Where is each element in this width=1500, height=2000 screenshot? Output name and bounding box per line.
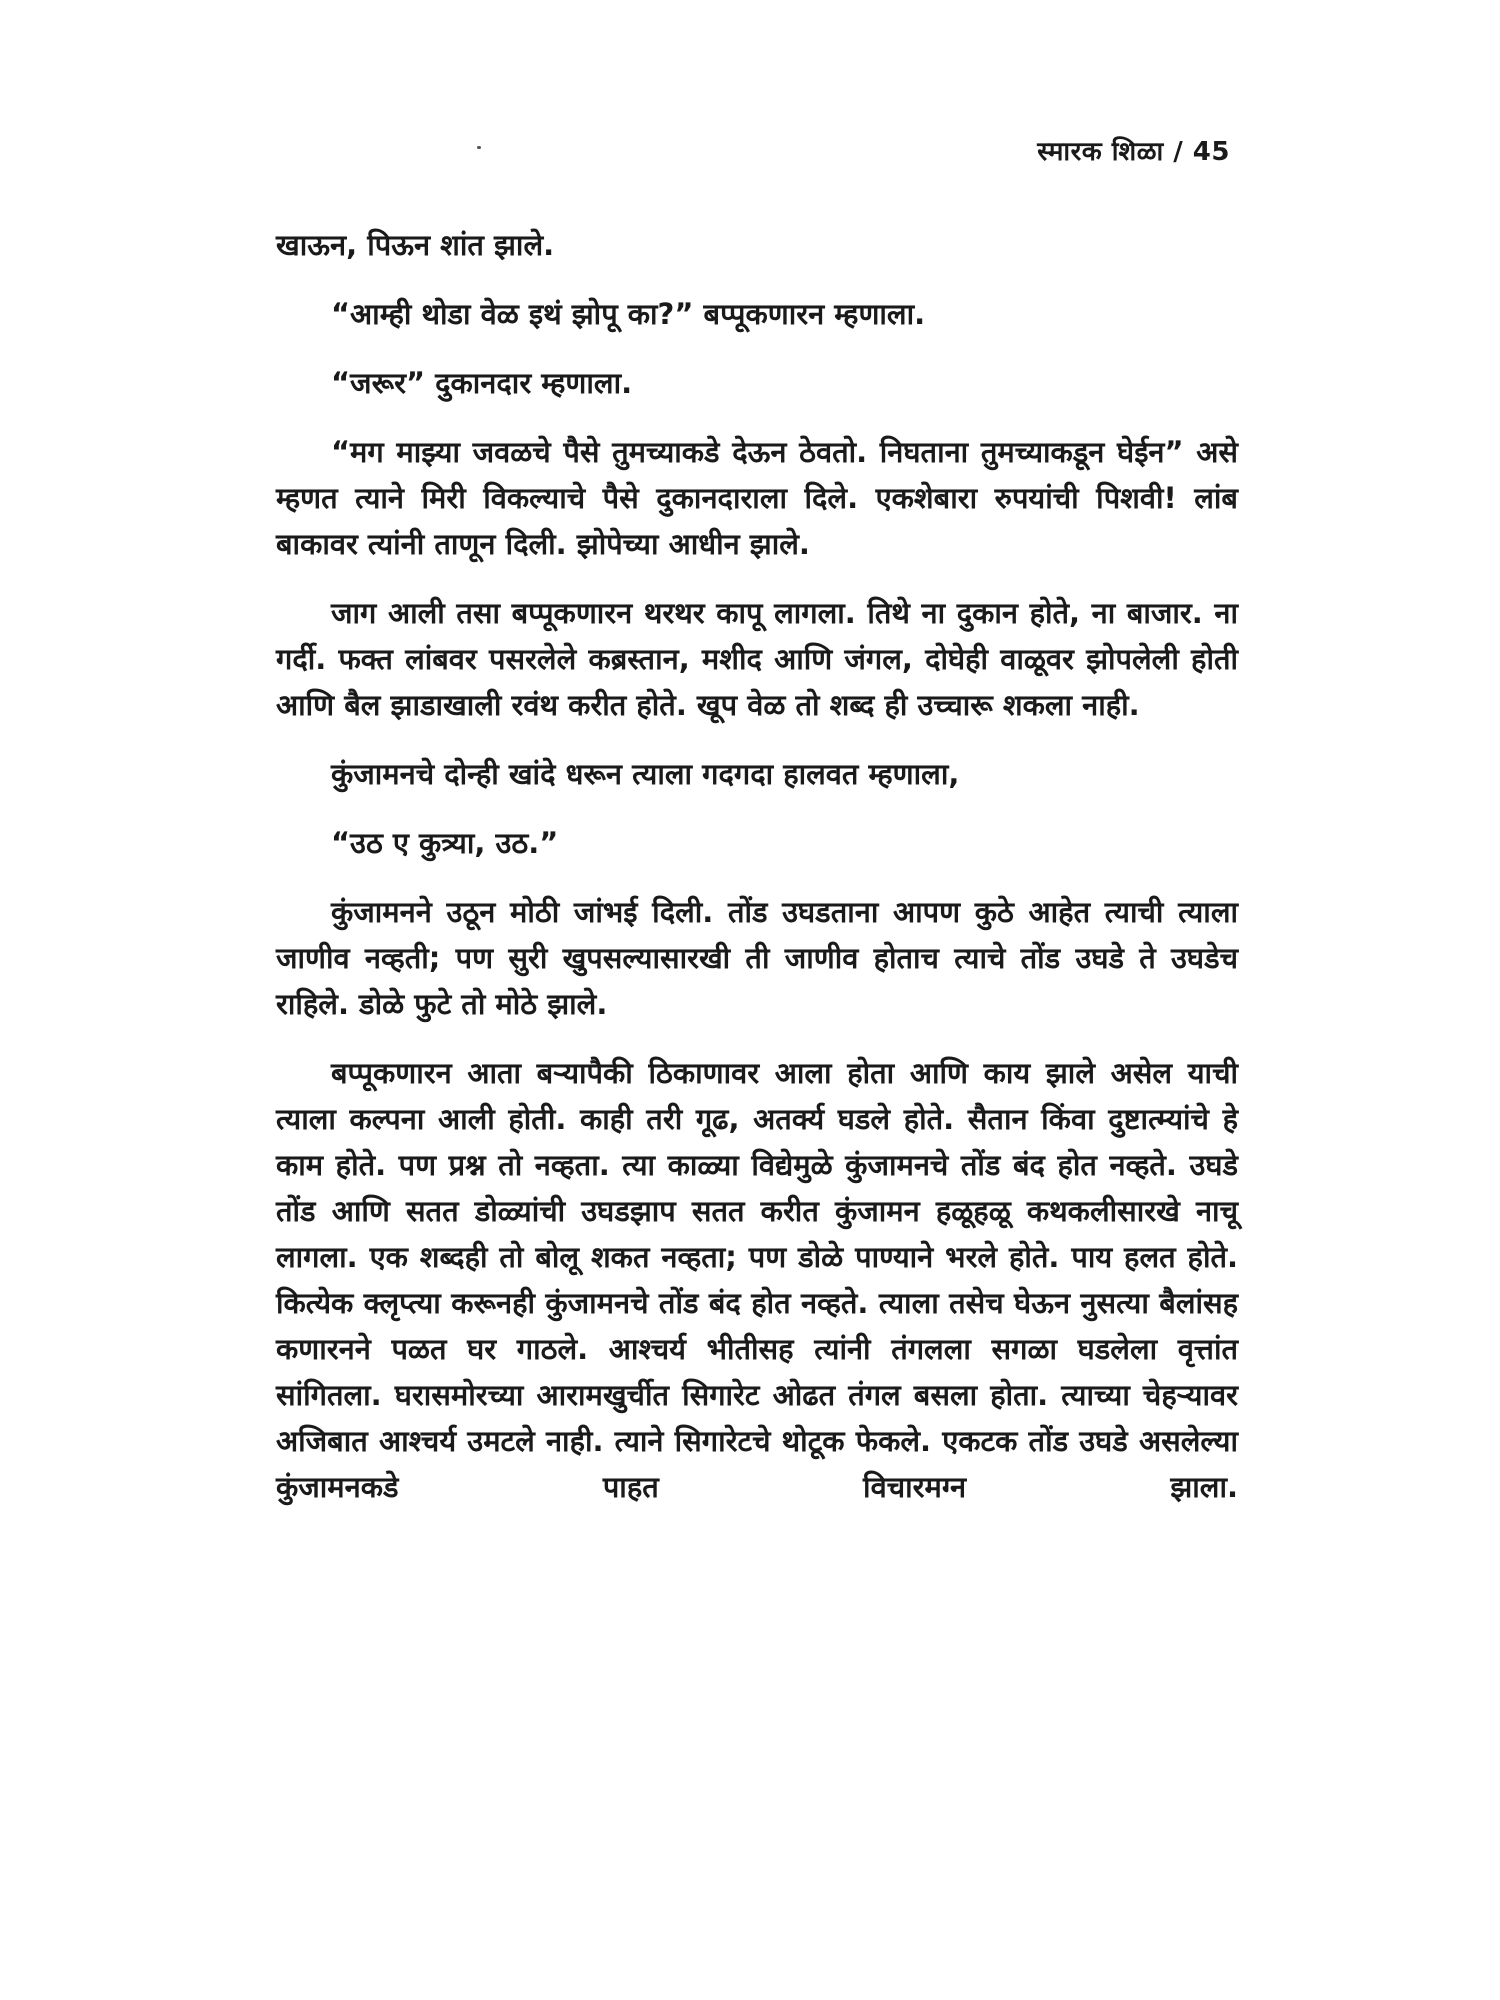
running-head: स्मारक शिळा / 45 (1037, 137, 1230, 167)
paragraph-dialogue-1: “आम्ही थोडा वेळ इथं झोपू का?” बप्पूकणारन म्हणाला. (331, 297, 926, 331)
paragraph-dialogue-2: “जरूर” दुकानदार म्हणाला. (331, 366, 633, 400)
paragraph-money: “मग माझ्या जवळचे पैसे तुमच्याकडे देऊन ठेवतो. निघताना तुमच्याकडून घेईन” असे म्हणत त्याने मिरी विकल्याचे पैसे दुकानदाराला दिले. एकशेबारा रुपयांची पिशवी! लांब बाकावर त्यांनी ताणून दिली. झोपेच्या आधीन झाले. (276, 435, 1238, 561)
paragraph-dialogue-3: “उठ ए कुत्र्या, उठ.” (331, 826, 559, 860)
paragraph-waking: जाग आली तसा बप्पूकणारन थरथर कापू लागला. तिथे ना दुकान होते, ना बाजार. ना गर्दी. फक्त लांबवर पसरलेले कब्रस्तान, मशीद आणि जंगल, दोघेही वाळूवर झोपलेली होती आणि बैल झाडाखाली रवंथ करीत होते. खूप वेळ तो शब्द ही उच्चारू शकला नाही. (276, 596, 1238, 722)
paragraph-shaking: कुंजामनचे दोन्ही खांदे धरून त्याला गदगदा हालवत म्हणाला, (331, 757, 960, 791)
paragraph-mystery: बप्पूकणारन आता बऱ्यापैकी ठिकाणावर आला होता आणि काय झाले असेल याची त्याला कल्पना आली होती. काही तरी गूढ, अतर्क्य घडले होते. सैतान किंवा दुष्टात्म्यांचे हे काम होते. पण प्रश्न तो नव्हता. त्या काळ्या विद्येमुळे कुंजामनचे तोंड बंद होत नव्हते. उघडे तोंड आणि सतत डोळ्यांची उघडझाप सतत करीत कुंजामन हळूहळू कथकलीसारखे नाचू लागला. एक शब्दही तो बोलू शकत नव्हता; पण डोळे पाण्याने भरले होते. पाय हलत होते. कित्येक क्लृप्त्या करूनही कुंजामनचे तोंड बंद होत नव्हते. त्याला तसेच घेऊन नुसत्या बैलांसह कणारनने पळत घर गाठले. आश्चर्य भीतीसह त्यांनी तंगलला सगळा घडलेला वृत्तांत सांगितला. घरासमोरच्या आरामखुर्चीत सिगारेट ओढत तंगल बसला होता. त्याच्या चेहऱ्यावर अजिबात आश्चर्य उमटले नाही. त्याने सिगारेटचे थोटूक फेकले. एकटक तोंड उघडे असलेल्या कुंजामनकडे पाहत विचारमग्न झाला. (276, 1056, 1238, 1504)
body-text (276, 222, 1238, 1533)
paragraph-yawn: कुंजामनने उठून मोठी जांभई दिली. तोंड उघडताना आपण कुठे आहेत त्याची त्याला जाणीव नव्हती; पण सुरी खुपसल्यासारखी ती जाणीव होताच त्याचे तोंड उघडे ते उघडेच राहिले. डोळे फुटे तो मोठे झाले. (276, 895, 1238, 1021)
print-speck (477, 146, 481, 149)
paragraph-continuation: खाऊन, पिऊन शांत झाले. (276, 228, 555, 262)
